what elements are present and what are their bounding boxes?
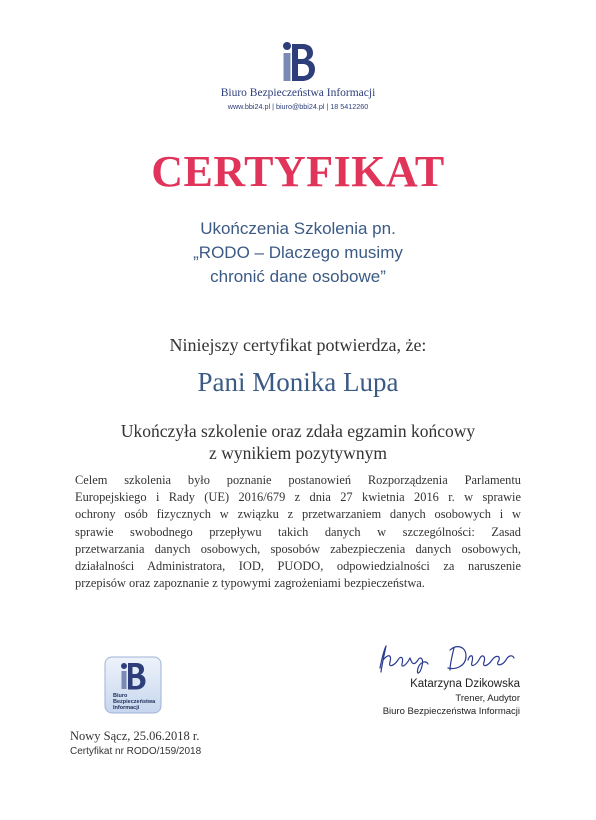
- training-description: [75, 472, 521, 592]
- description-line: przepisów oraz zapoznanie z typowymi zagrożeniami bezpieczeństwa.: [75, 576, 425, 591]
- description-line: działalności Administratora, IOD, PUODO, odpowiedzialności za naruszenie: [75, 559, 521, 574]
- training-title-line: chronić dane osobowe”: [210, 267, 386, 286]
- signer-role: Trener, Audytor: [455, 693, 520, 704]
- description-line: Europejskiego i Rady (UE) 2016/679 z dnia 27 kwietnia 2016 r. w sprawie: [75, 490, 521, 505]
- recipient-name: Pani Monika Lupa: [197, 367, 399, 397]
- training-title: [0, 217, 596, 289]
- confirmation-text: Niniejszy certyfikat potwierdza, że:: [169, 335, 427, 355]
- place-date: Nowy Sącz, 25.06.2018 r.: [70, 729, 200, 743]
- training-title-line: Ukończenia Szkolenia pn.: [200, 219, 396, 238]
- description-line: przetwarzania danych osobowych, sposobów zabezpieczenia danych osobowych,: [75, 541, 521, 556]
- organization-name: Biuro Bezpieczeństwa Informacji: [220, 87, 376, 99]
- bbi-badge-icon: [104, 656, 162, 714]
- description-line: Celem szkolenia było poznanie postanowień Rozporządzenia Parlamentu: [75, 473, 521, 487]
- training-title-line: „RODO – Dlaczego musimy: [193, 243, 403, 262]
- badge-line-3: Informacji: [113, 705, 140, 711]
- bbi-logo-icon: [278, 40, 318, 84]
- result-line: Ukończyła szkolenie oraz zdała egzamin końcowy: [120, 421, 476, 441]
- description-line: sprawie swobodnego przepływu takich danych w szczególności: Zasad: [75, 524, 521, 539]
- signer-block: [330, 678, 520, 717]
- result-text: [0, 420, 596, 464]
- description-line: ochrony osób fizycznych w związku z przetwarzaniem danych osobowych i w: [75, 507, 521, 522]
- badge-line-1: Biuro: [113, 693, 128, 699]
- header-logo: [0, 40, 596, 84]
- contact-line: www.bbi24.pl | biuro@bbi24.pl | 18 5412260: [227, 102, 369, 111]
- signer-organization: Biuro Bezpieczeństwa Informacji: [382, 706, 520, 717]
- result-line: z wynikiem pozytywnym: [209, 443, 387, 463]
- signature-scribble-icon: [370, 640, 520, 680]
- certificate-number: Certyfikat nr RODO/159/2018: [70, 746, 202, 757]
- certificate-title: CERTYFIKAT: [151, 147, 445, 196]
- signer-name: Katarzyna Dzikowska: [410, 678, 520, 690]
- badge-line-2: Bezpieczeństwa: [113, 699, 156, 705]
